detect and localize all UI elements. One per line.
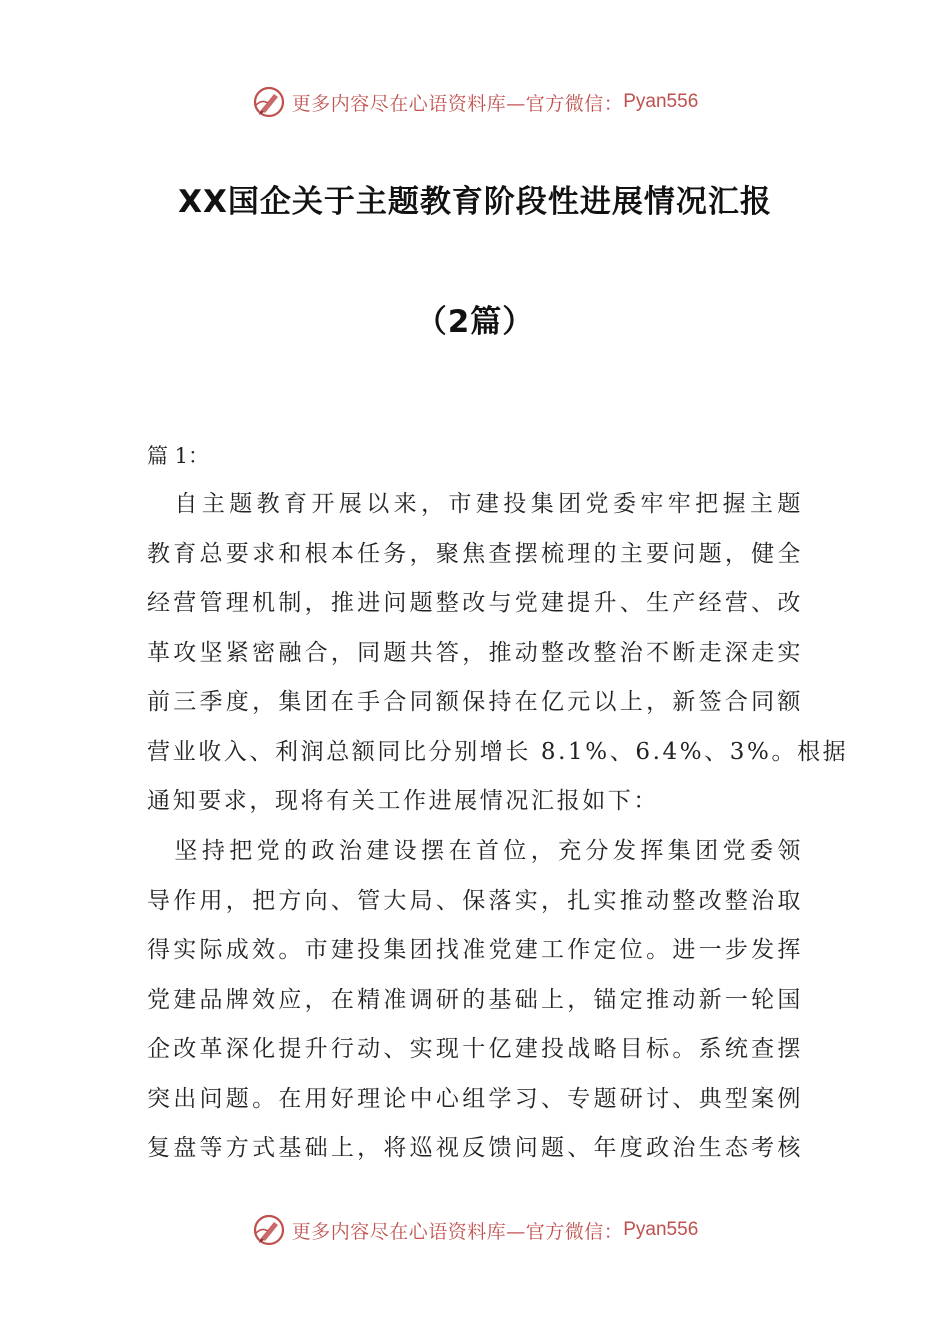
watermark-footer — [0, 1210, 950, 1250]
paragraph-line: 通知要求，现将有关工作进展情况汇报如下： — [147, 788, 659, 814]
paragraph-2 — [147, 827, 803, 1174]
paragraph-1 — [147, 480, 849, 827]
paragraph-line: 教育总要求和根本任务，聚焦查摆梳理的主要问题，健全 — [147, 540, 803, 567]
watermark-text: 更多内容尽在心语资料库—官方微信： — [291, 1220, 624, 1243]
paragraph-line: 坚持把党的政治建设摆在首位，充分发挥集团党委领 — [147, 838, 803, 864]
paragraph-line: 复盘等方式基础上，将巡视反馈问题、年度政治生态考核 — [147, 1135, 803, 1161]
watermark-wechat-id: Pyan556 — [623, 1219, 699, 1240]
pen-logo-icon — [252, 85, 286, 119]
paragraph-line: 党建品牌效应，在精准调研的基础上，锚定推动新一轮国 — [147, 986, 803, 1013]
watermark-text: 更多内容尽在心语资料库—官方微信： — [291, 92, 624, 115]
paragraph-line: 营业收入、利润总额同比分别增长 8.1%、6.4%、3%。根据 — [147, 738, 849, 765]
paragraph-line: 得实际成效。市建投集团找准党建工作定位。进一步发挥 — [147, 937, 803, 963]
paragraph-line: 导作用，把方向、管大局、保落实，扎实推动整改整治取 — [147, 887, 803, 914]
paragraph-line: 企改革深化提升行动、实现十亿建投战略目标。系统查摆 — [147, 1036, 803, 1062]
paragraph-line: 前三季度，集团在手合同额保持在亿元以上，新签合同额 — [147, 689, 803, 715]
watermark-header — [0, 82, 950, 122]
watermark-wechat-id: Pyan556 — [623, 91, 699, 112]
paragraph-line: 突出问题。在用好理论中心组学习、专题研讨、典型案例 — [147, 1085, 803, 1112]
section-label: 篇 1： — [147, 444, 210, 468]
paragraph-line: 经营管理机制，推进问题整改与党建提升、生产经营、改 — [147, 590, 803, 616]
pen-logo-icon — [252, 1213, 286, 1247]
document-subtitle: （2篇） — [415, 304, 535, 340]
document-title: XX国企关于主题教育阶段性进展情况汇报 — [178, 184, 772, 220]
paragraph-line: 革攻坚紧密融合，同题共答，推动整改整治不断走深走实 — [147, 639, 803, 666]
paragraph-line: 自主题教育开展以来，市建投集团党委牢牢把握主题 — [147, 491, 803, 517]
